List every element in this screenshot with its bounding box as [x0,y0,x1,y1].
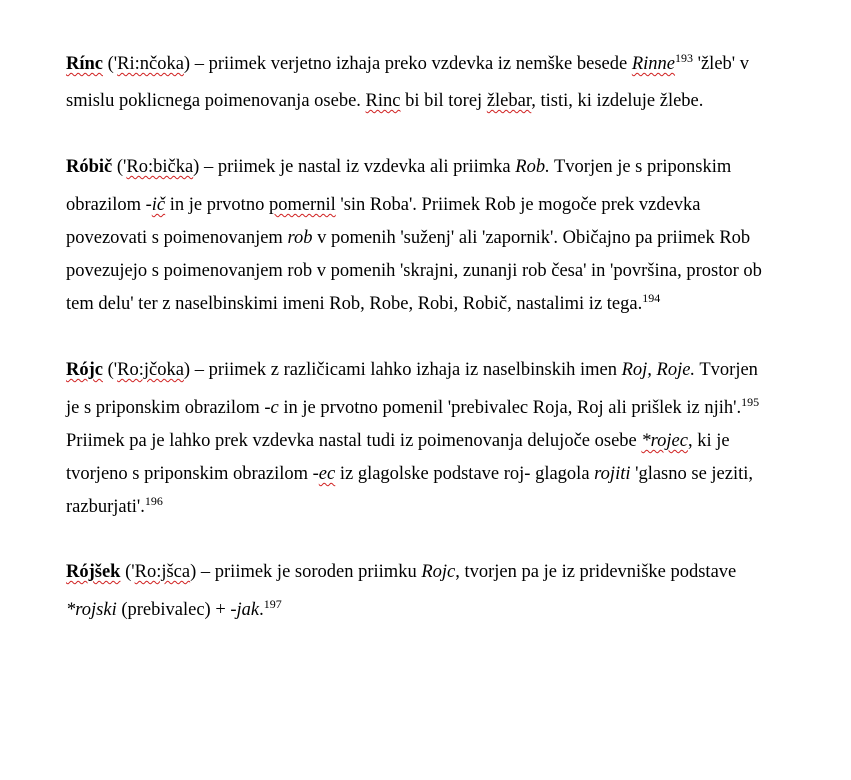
text-line [66,227,750,249]
footnote-ref: 193 [675,51,694,65]
footnote-ref: 197 [263,597,282,611]
text-span: (' [103,54,118,74]
text-line [66,90,703,112]
text-span: v pomenih 'suženj' ali 'zapornik'. Običajno pa priimek Rob [312,228,751,248]
text-span: (prebivalec) + - [116,600,237,620]
text-span: 'žleb' v [693,54,749,74]
text-span: razburjati'. [66,497,145,517]
text-span: . [259,600,264,620]
text-span: povezujejo s poimenovanjem rob v pomenih 'skrajni, zunanji rob česa' in 'površina, prostor ob [66,261,762,281]
text-line [66,293,660,316]
text-span: obrazilom - [66,195,152,215]
text-span: Ro:jšca [134,562,191,582]
text-line [66,194,701,216]
text-span: Ro:bička [126,157,194,177]
text-span: tvorjeno s priponskim obrazilom - [66,464,319,484]
text-line [66,496,163,519]
text-line [66,260,762,282]
footnote-ref: 196 [144,494,163,508]
entry-headword: Rínc [66,54,103,74]
text-span: ) – priimek je soroden priimku [190,562,422,582]
text-span: povezovati s poimenovanjem [66,228,288,248]
text-line [66,53,749,76]
text-span: Rinc [365,91,401,111]
text-span: Tvorjen je s priponskim [549,157,732,177]
text-line [66,397,759,420]
italic-term: jak [236,600,260,620]
text-line [66,156,731,178]
footnote-ref: 195 [741,395,760,409]
text-line [66,430,730,452]
text-span: , ki je [687,431,730,451]
text-line [66,599,282,622]
text-span: je s priponskim obrazilom - [66,398,271,418]
italic-term: *rojski [66,600,117,620]
text-span: ) – priimek z različicami lahko izhaja iz naselbinskih imen [183,360,622,380]
text-span: 'glasno se jeziti, [630,464,754,484]
text-span: (' [120,562,135,582]
text-span: Ri:nčoka [117,54,184,74]
italic-term: c [270,398,279,418]
text-span: žlebar [486,91,532,111]
entry-headword: Róbič [66,157,113,177]
text-span: iz glagolske podstave roj- glagola [335,464,595,484]
text-span: pomernil [268,195,336,215]
text-span: tem delu' ter z naselbinskimi imeni Rob, Robe, Robi, Robič, nastalimi iz tega. [66,294,643,314]
italic-term: ič [151,195,166,215]
italic-term: Rob. [515,157,550,177]
text-line [66,359,758,381]
italic-term: rob [287,228,313,248]
text-span: , tvorjen pa je iz pridevniške podstave [455,562,737,582]
text-span: ) – priimek verjetno izhaja preko vzdevka iz nemške besede [183,54,632,74]
text-span: Tvorjen [695,360,758,380]
text-span: bi bil torej [400,91,487,111]
italic-term: Rinne [631,54,676,74]
text-span: ) – priimek je nastal iz vzdevka ali priimka [193,157,516,177]
text-span: (' [112,157,127,177]
text-span: 'sin Roba'. Priimek Rob je mogoče prek vzdevka [335,195,701,215]
text-span: in je prvotno [165,195,269,215]
text-span: Ro:jčoka [117,360,184,380]
entry-headword: Rójšek [66,562,121,582]
italic-term: Roj, Roje. [621,360,696,380]
footnote-ref: 194 [642,291,661,305]
text-span: , tisti, ki izdeluje žlebe. [531,91,704,111]
text-span: (' [102,360,118,380]
text-span: in je prvotno pomenil 'prebivalec Roja, Roj ali prišlek iz njih'. [278,398,742,418]
text-line [66,463,753,485]
entry-headword: Rójc [66,360,103,380]
italic-term: rojiti [594,464,631,484]
text-span: smislu poklicnega poimenovanja osebe. [66,91,366,111]
text-span: Priimek pa je lahko prek vzdevka nastal tudi iz poimenovanja delujoče osebe [66,431,642,451]
italic-term: *rojec [641,431,688,451]
italic-term: Rojc [421,562,456,582]
text-line [66,561,736,583]
italic-term: ec [318,464,336,484]
